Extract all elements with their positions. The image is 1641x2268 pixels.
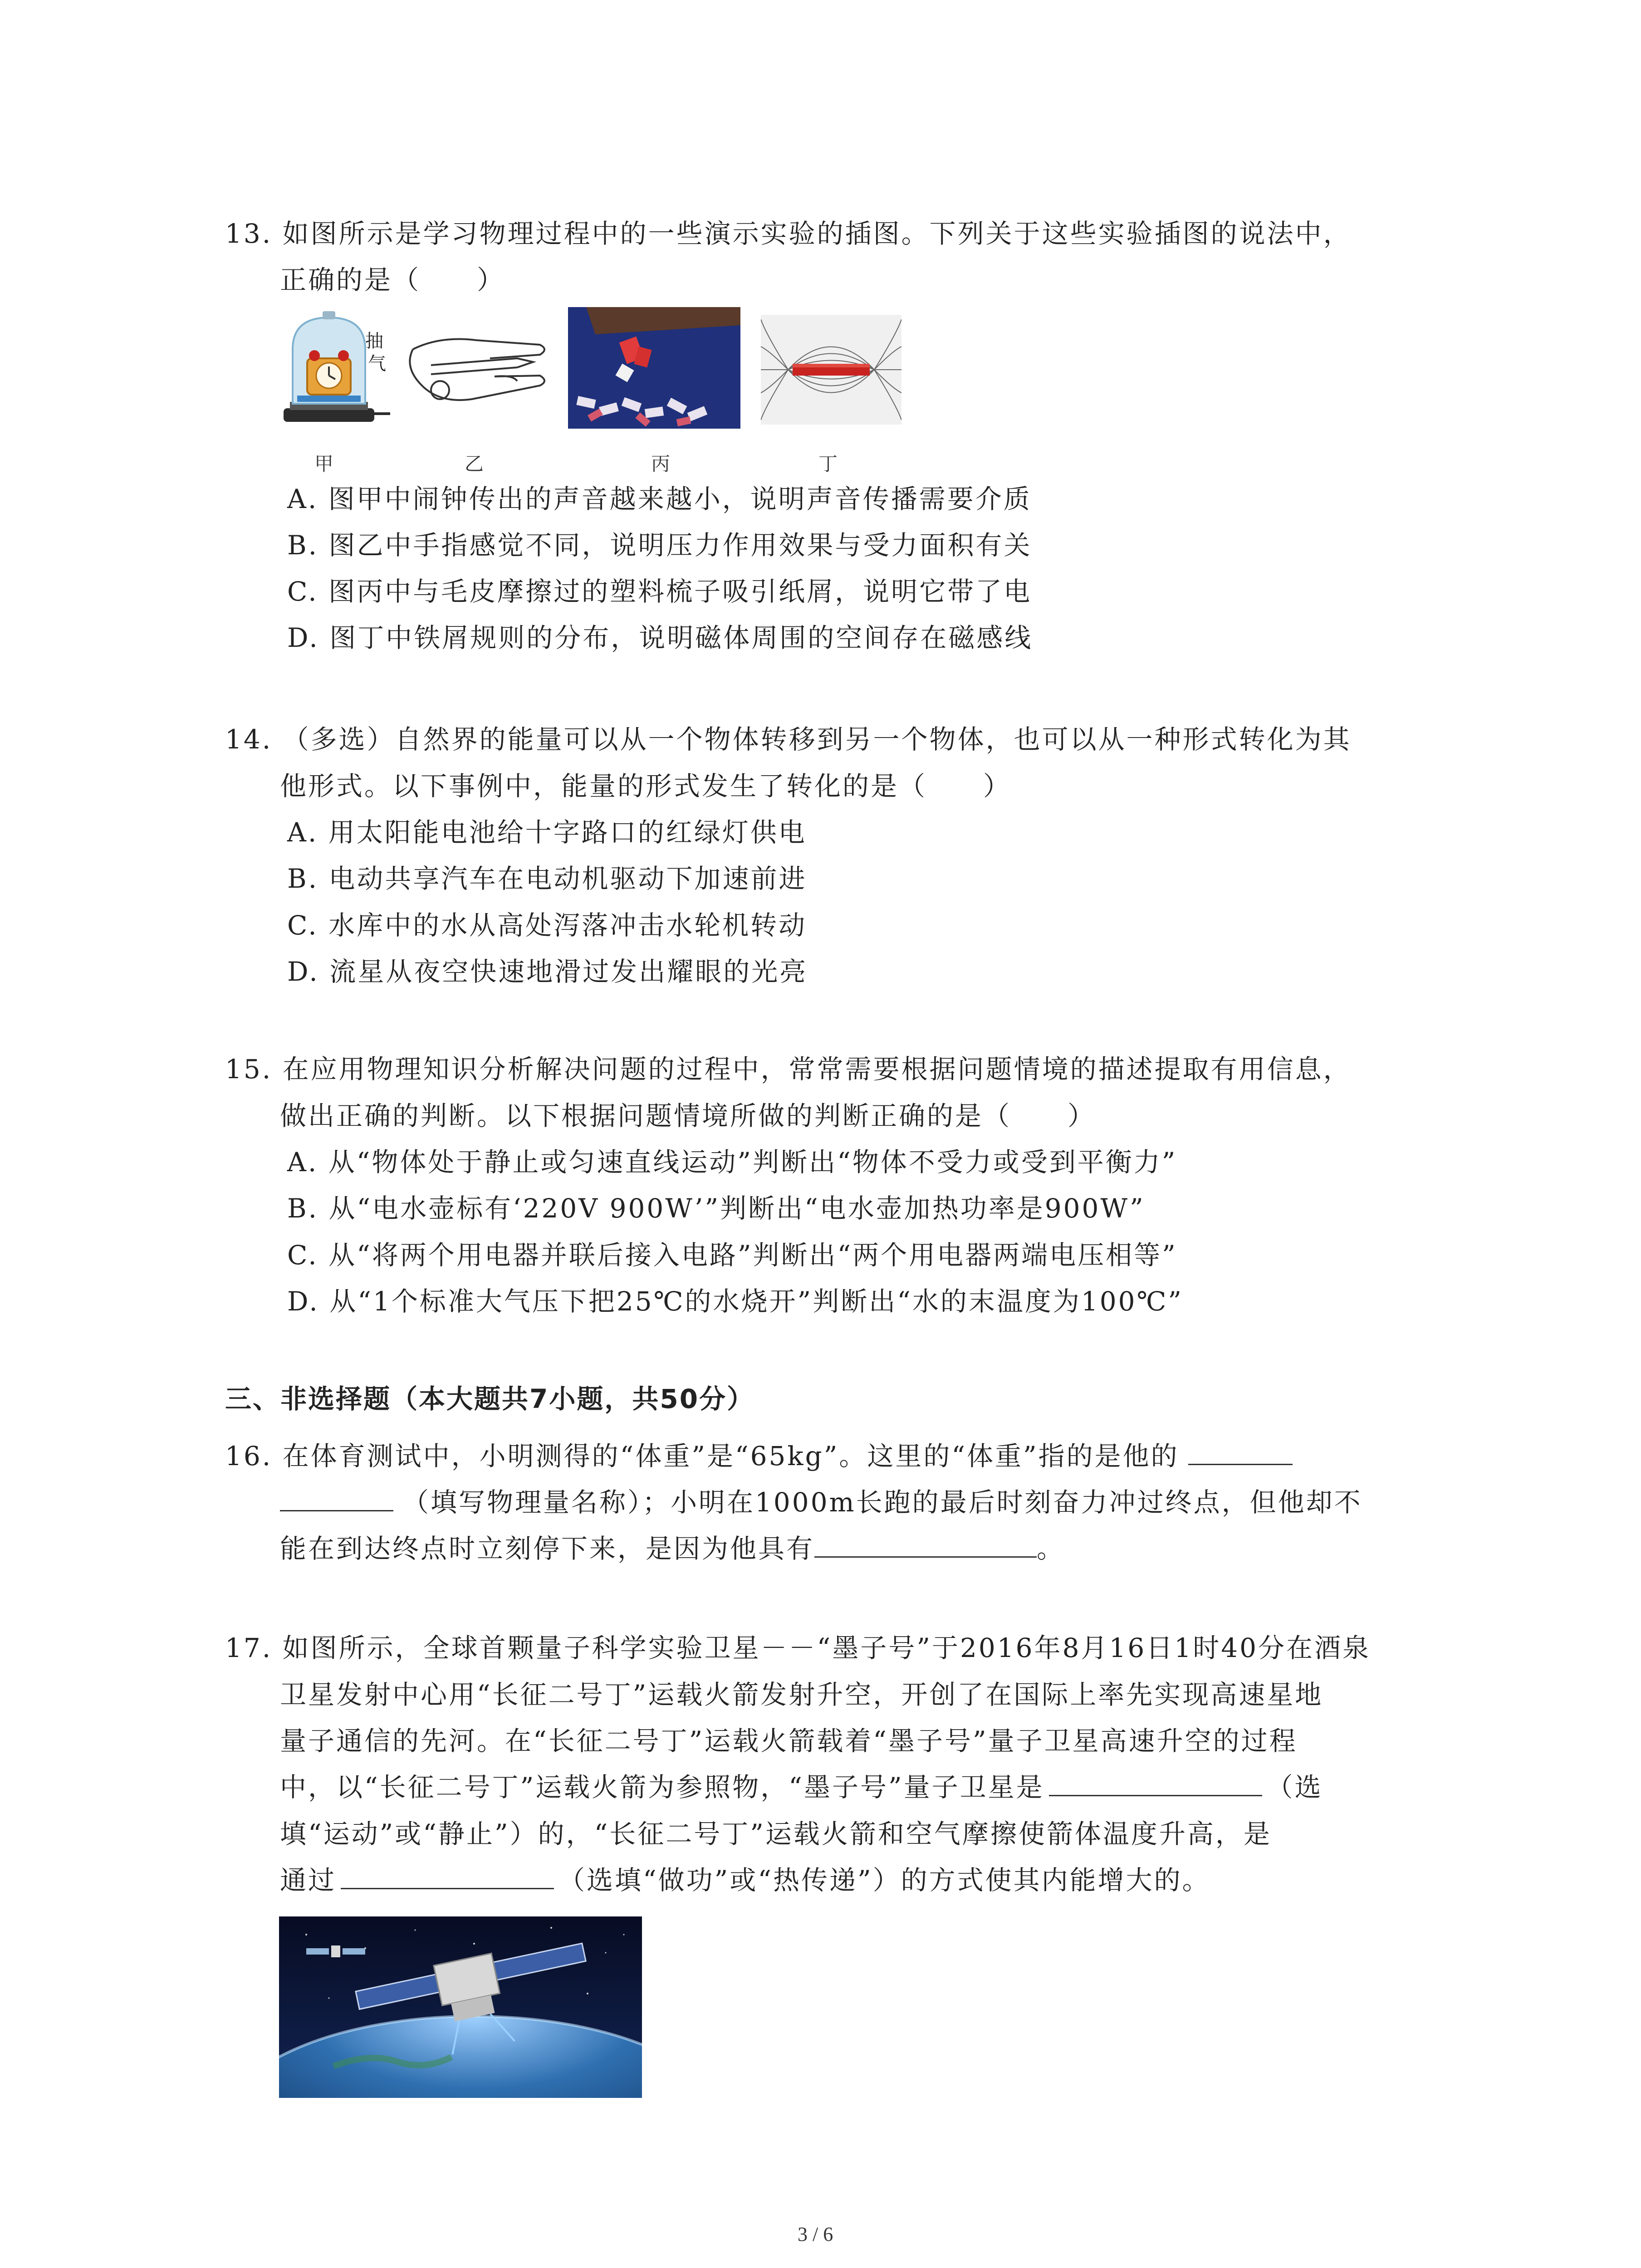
- q16-line3a-text: 能在到达终点时立刻停下来，是因为他具有: [280, 1533, 815, 1564]
- q17-blank-2[interactable]: [341, 1862, 554, 1889]
- q16-blank-2[interactable]: [814, 1531, 1037, 1558]
- q17-line4: [280, 1769, 1323, 1805]
- q17-line6b-text: （选填“做功”或“热传递”）的方式使其内能增大的。: [558, 1865, 1210, 1896]
- q17-line2: 卫星发射中心用“长征二号丁”运载火箭发射升空，开创了在国际上率先实现高速星地: [280, 1679, 1323, 1710]
- section-heading: 三、非选择题（本大题共7小题，共50分）: [225, 1383, 755, 1414]
- q15-stem-line1: 15. 在应用物理知识分析解决问题的过程中，常常需要根据问题情境的描述提取有用信息，: [225, 1054, 1352, 1085]
- q14-option-c: C. 水库中的水从高处泻落冲击水轮机转动: [287, 910, 807, 941]
- q13-option-a: A. 图甲中闹钟传出的声音越来越小，说明声音传播需要介质: [287, 484, 1032, 514]
- q17-line4a-text: 中，以“长征二号丁”运载火箭为参照物，“墨子号”量子卫星是: [280, 1772, 1044, 1803]
- q16-line1: [225, 1438, 1293, 1474]
- q16-line3b-text: 。: [1037, 1533, 1065, 1564]
- q16-line1-text: 16. 在体育测试中，小明测得的“体重”是“65kg”。这里的“体重”指的是他的: [225, 1441, 1179, 1471]
- fig-mozi-satellite: [279, 1916, 642, 2098]
- fig-pencil-fingers: [404, 331, 554, 417]
- q15-option-a: A. 从“物体处于静止或匀速直线运动”判断出“物体不受力或受到平衡力”: [287, 1147, 1177, 1178]
- q14-option-d: D. 流星从夜空快速地滑过发出耀眼的光亮: [287, 956, 808, 987]
- fig-label-pump: 抽: [365, 331, 383, 352]
- comb-paper-svg: [568, 307, 740, 429]
- q15-option-c: C. 从“将两个用电器并联后接入电路”判断出“两个用电器两端电压相等”: [287, 1240, 1177, 1271]
- page-number: 3 / 6: [798, 2223, 833, 2245]
- caption-bing: 丙: [651, 453, 671, 475]
- q16-line3: [280, 1530, 1065, 1567]
- q17-line6: [280, 1862, 1210, 1898]
- q15-option-b: B. 从“电水壶标有‘220V 900W’”判断出“电水壶加热功率是900W”: [287, 1193, 1145, 1224]
- q13-stem-line1: 13. 如图所示是学习物理过程中的一些演示实验的插图。下列关于这些实验插图的说法中，: [225, 218, 1352, 249]
- magnet-filings-svg: [761, 315, 901, 425]
- fig-comb-paper: [568, 307, 740, 429]
- fig-bell-jar: [279, 308, 392, 435]
- q16-blank-1b[interactable]: [280, 1485, 393, 1511]
- q13-option-c: C. 图丙中与毛皮摩擦过的塑料梳子吸引纸屑，说明它带了电: [287, 576, 1032, 607]
- fig-magnet-filings: [761, 315, 901, 425]
- mozi-satellite-svg: [279, 1916, 642, 2098]
- q13-option-b: B. 图乙中手指感觉不同，说明压力作用效果与受力面积有关: [287, 530, 1032, 561]
- q14-stem-line1: 14. （多选）自然界的能量可以从一个物体转移到另一个物体，也可以从一种形式转化为其: [225, 724, 1352, 755]
- q17-line3: 量子通信的先河。在“长征二号丁”运载火箭载着“墨子号”量子卫星高速升空的过程: [280, 1725, 1298, 1756]
- q17-line4b-text: （选: [1266, 1772, 1323, 1803]
- q16-line2: [280, 1484, 1362, 1520]
- fig-label-air: 气: [368, 353, 386, 374]
- q13-option-d: D. 图丁中铁屑规则的分布，说明磁体周围的空间存在磁感线: [287, 622, 1033, 653]
- q15-option-d: D. 从“1个标准大气压下把25℃的水烧开”判断出“水的末温度为100℃”: [287, 1286, 1184, 1317]
- q15-stem-line2: 做出正确的判断。以下根据问题情境所做的判断正确的是（ ）: [280, 1100, 1096, 1131]
- caption-ding: 丁: [818, 453, 838, 475]
- caption-yi: 乙: [465, 453, 484, 475]
- q17-line6a-text: 通过: [280, 1865, 337, 1896]
- q16-blank-1a[interactable]: [1188, 1438, 1293, 1465]
- q17-blank-1[interactable]: [1049, 1769, 1262, 1796]
- caption-jia: 甲: [314, 453, 334, 475]
- q14-option-b: B. 电动共享汽车在电动机驱动下加速前进: [287, 863, 807, 894]
- q14-option-a: A. 用太阳能电池给十字路口的红绿灯供电: [287, 817, 807, 848]
- q16-line2-text: （填写物理量名称）；小明在1000m长跑的最后时刻奋力冲过终点，但他却不: [402, 1487, 1362, 1518]
- pencil-fingers-svg: [404, 331, 554, 417]
- q14-stem-line2: 他形式。以下事例中，能量的形式发生了转化的是（ ）: [280, 771, 1012, 802]
- q13-stem-line2: 正确的是（ ）: [280, 264, 505, 295]
- q17-line5: 填“运动”或“静止”）的，“长征二号丁”运载火箭和空气摩擦使箭体温度升高，是: [280, 1818, 1272, 1849]
- q17-line1: 17. 如图所示，全球首颗量子科学实验卫星－－“墨子号”于2016年8月16日1时40分在酒泉: [225, 1633, 1371, 1663]
